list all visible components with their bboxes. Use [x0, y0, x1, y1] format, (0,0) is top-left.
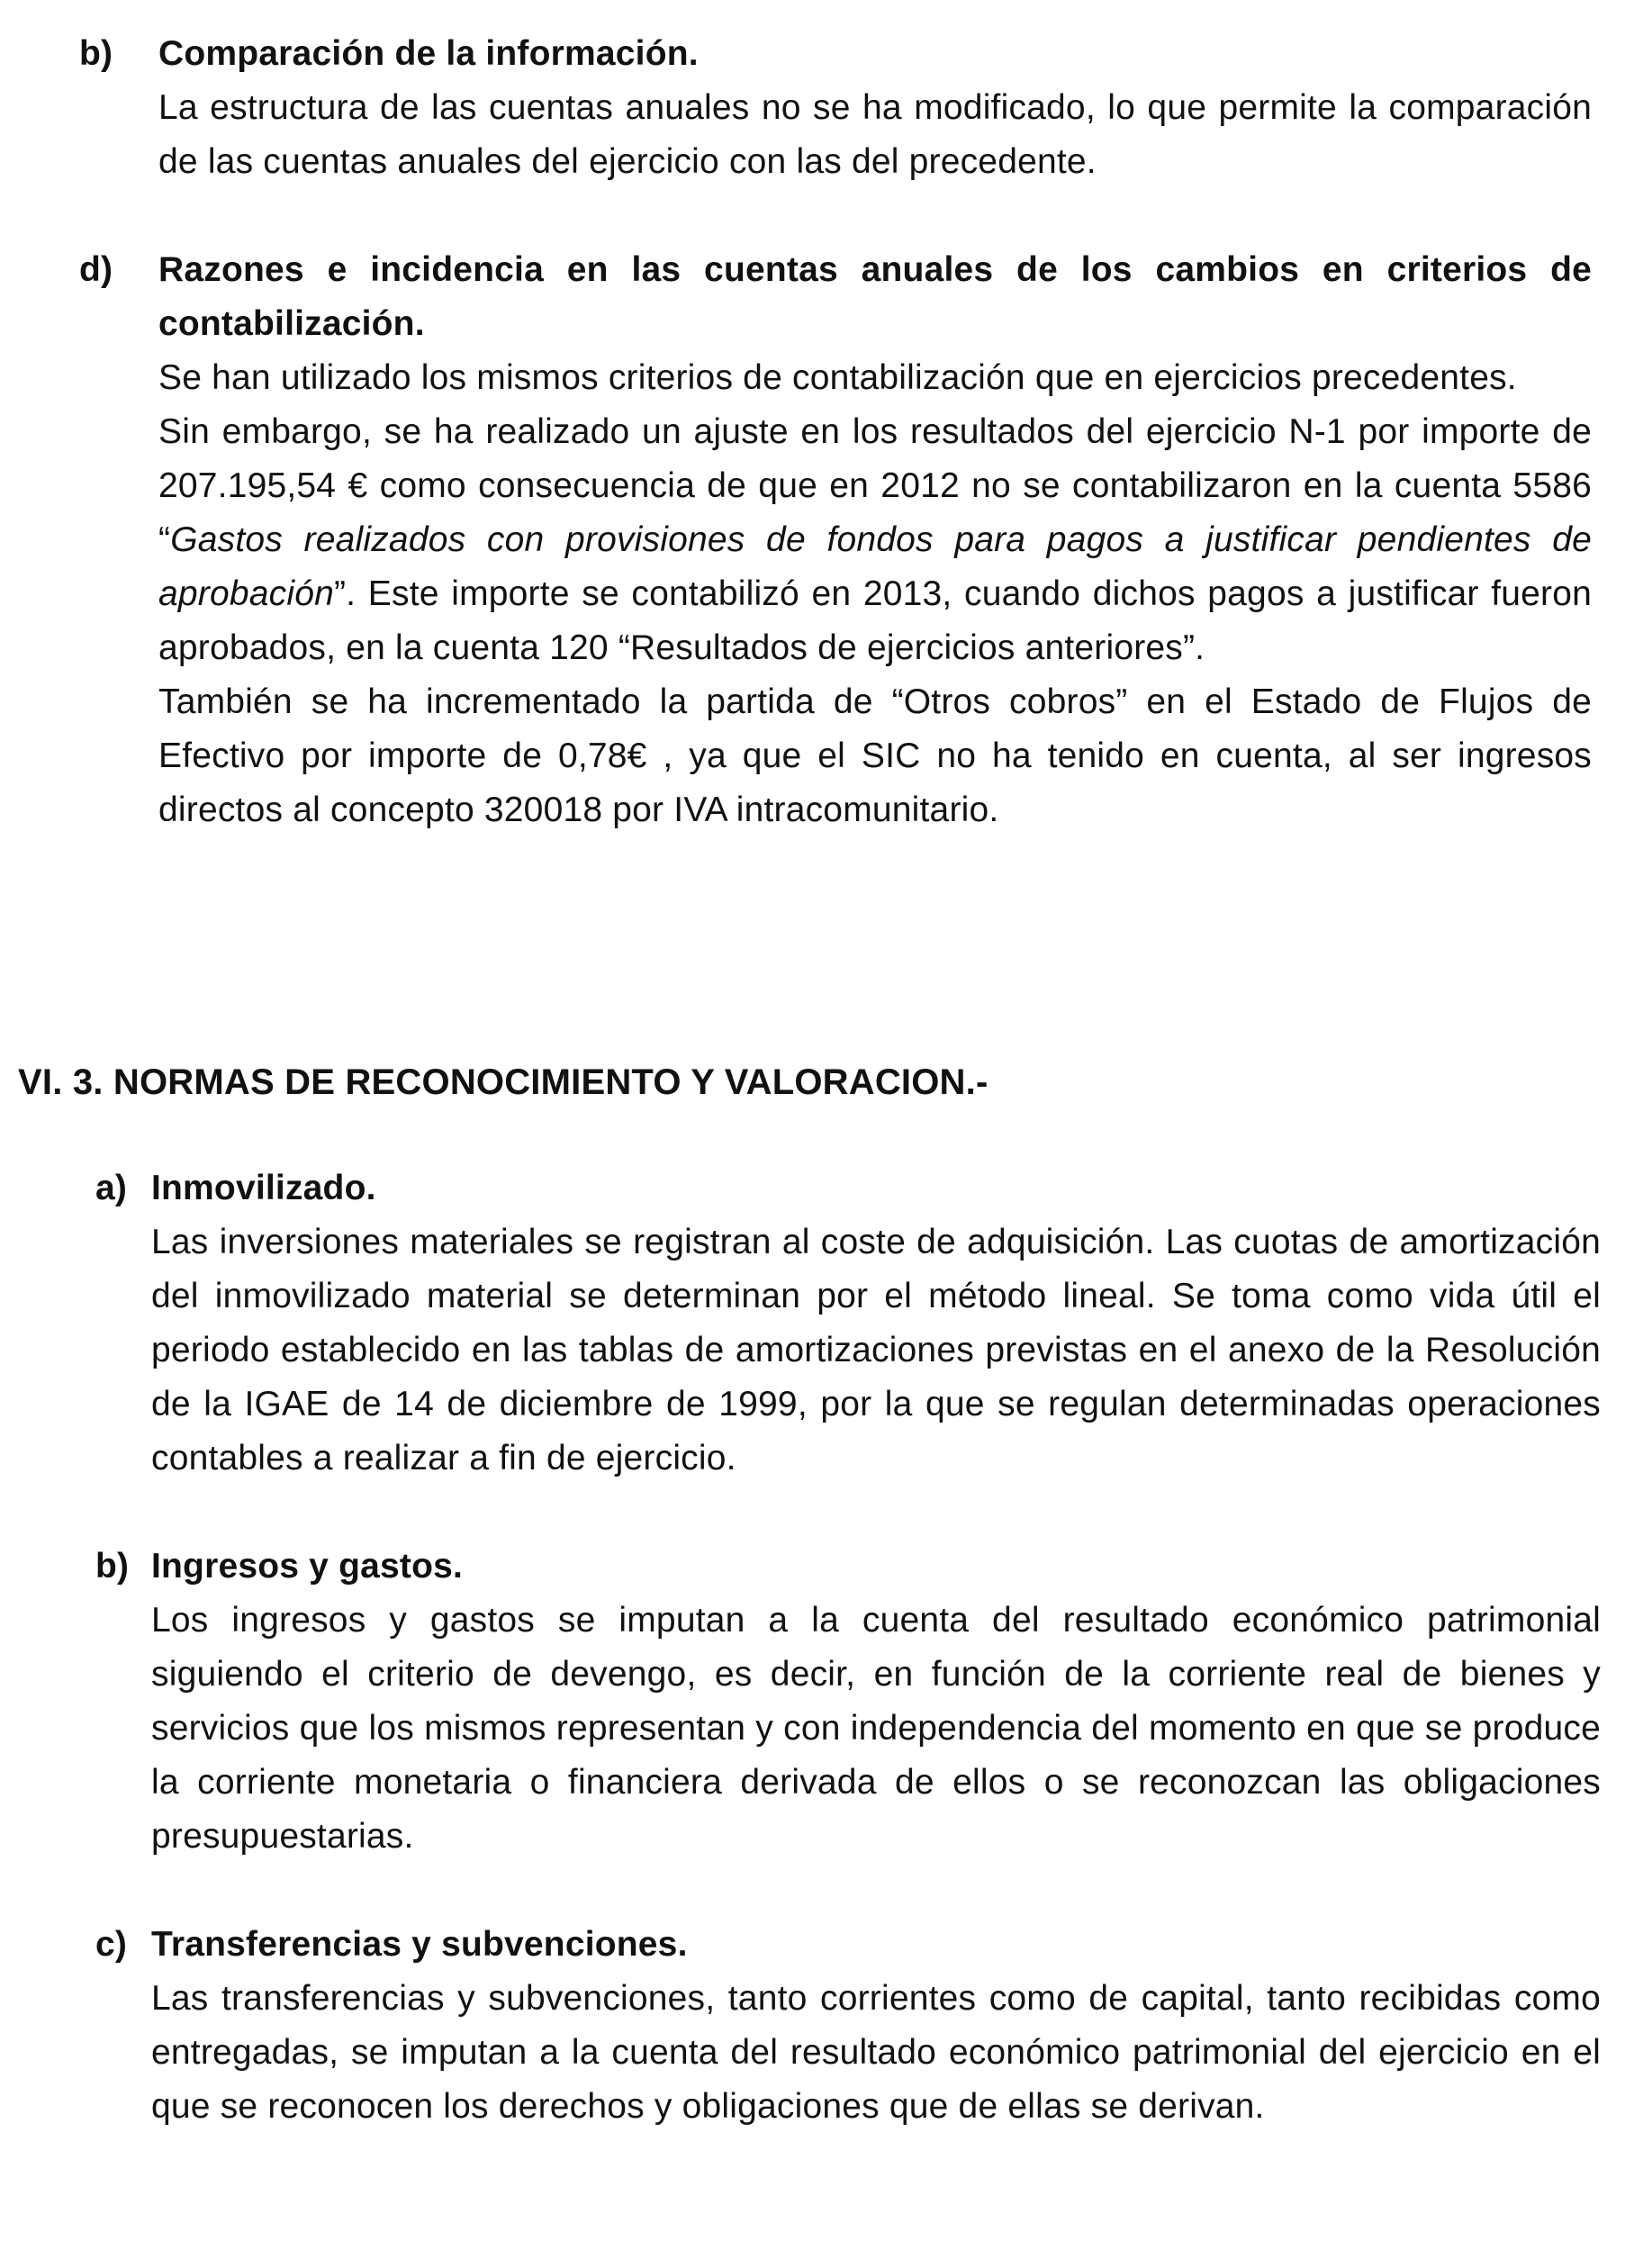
paragraph-text: Sin embargo, se ha realizado un ajuste en los resultados del ejercicio N-1 por importe de 207.195,54 € como consecuencia de que en 2012 no se contabilizaron en la cuenta 5586 “ — [158, 412, 1592, 559]
item-marker: d) — [79, 250, 113, 289]
item-paragraph: Las inversiones materiales se registran al coste de adquisición. Las cuotas de amortización del inmovilizado material se determinan por el método lineal. Se toma como vida útil el periodo establecido en las tablas de amortizaciones previstas en el anexo de la Resolución de la IGAE de 14 de diciembre de 1999, por la que se regulan determinadas operaciones contables a realizar a fin de ejercicio. — [151, 1223, 1601, 1477]
item-heading — [95, 1540, 1601, 1594]
item-comparacion — [79, 27, 1592, 189]
section-heading: VI. 3. NORMAS DE RECONOCIMIENTO Y VALORACION.- — [18, 1062, 989, 1102]
item-title: Razones e incidencia en las cuentas anuales de los cambios en criterios de contabilización. — [158, 250, 1592, 343]
item-title: Inmovilizado. — [151, 1169, 376, 1207]
paragraph-italic-text: Gastos realizados con provisiones de fondos para pagos a justificar pendientes de aprobación — [158, 520, 1592, 613]
item-marker: a) — [95, 1169, 128, 1207]
item-paragraph: Las transferencias y subvenciones, tanto corrientes como de capital, tanto recibidas como entregadas, se imputan a la cuenta del resultado económico patrimonial del ejercicio en el que se reconocen los derechos y obligaciones que de ellas se derivan. — [151, 1979, 1601, 2126]
item-ingresos-gastos — [95, 1540, 1601, 1864]
item-marker: b) — [79, 34, 113, 73]
paragraph-text: ”. Este importe se contabilizó en 2013, cuando dichos pagos a justificar fueron aprobados, en la cuenta 120 “Resultados de ejercicios anteriores”. — [158, 574, 1592, 667]
item-paragraph: La estructura de las cuentas anuales no se ha modificado, lo que permite la comparación de las cuentas anuales del ejercicio con las del precedente. — [158, 88, 1592, 181]
item-razones — [79, 243, 1592, 837]
item-marker: b) — [95, 1547, 130, 1586]
item-paragraph: Los ingresos y gastos se imputan a la cuenta del resultado económico patrimonial siguiendo el criterio de devengo, es decir, en función de la corriente real de bienes y servicios que los mismos representan y con independencia del momento en que se produce la corriente monetaria o financiera derivada de ellos o se reconozcan las obligaciones presupuestarias. — [151, 1601, 1601, 1856]
item-heading — [95, 1918, 1601, 1972]
item-inmovilizado — [95, 1161, 1601, 1486]
item-transferencias — [95, 1918, 1601, 2134]
item-paragraph-2 — [158, 405, 1592, 675]
item-paragraph-3: También se ha incrementado la partida de “Otros cobros” en el Estado de Flujos de Efectivo por importe de 0,78€ , ya que el SIC no ha tenido en cuenta, al ser ingresos directos al concepto 320018 por IVA intracomunitario. — [158, 682, 1592, 829]
item-title: Transferencias y subvenciones. — [151, 1925, 688, 1964]
item-title: Ingresos y gastos. — [151, 1547, 464, 1586]
item-heading — [79, 27, 1592, 81]
item-paragraph-1: Se han utilizado los mismos criterios de contabilización que en ejercicios precedentes. — [158, 358, 1517, 397]
item-heading — [95, 1161, 1601, 1215]
item-heading — [79, 243, 1592, 351]
item-marker: c) — [95, 1925, 128, 1964]
item-title: Comparación de la información. — [158, 34, 699, 73]
